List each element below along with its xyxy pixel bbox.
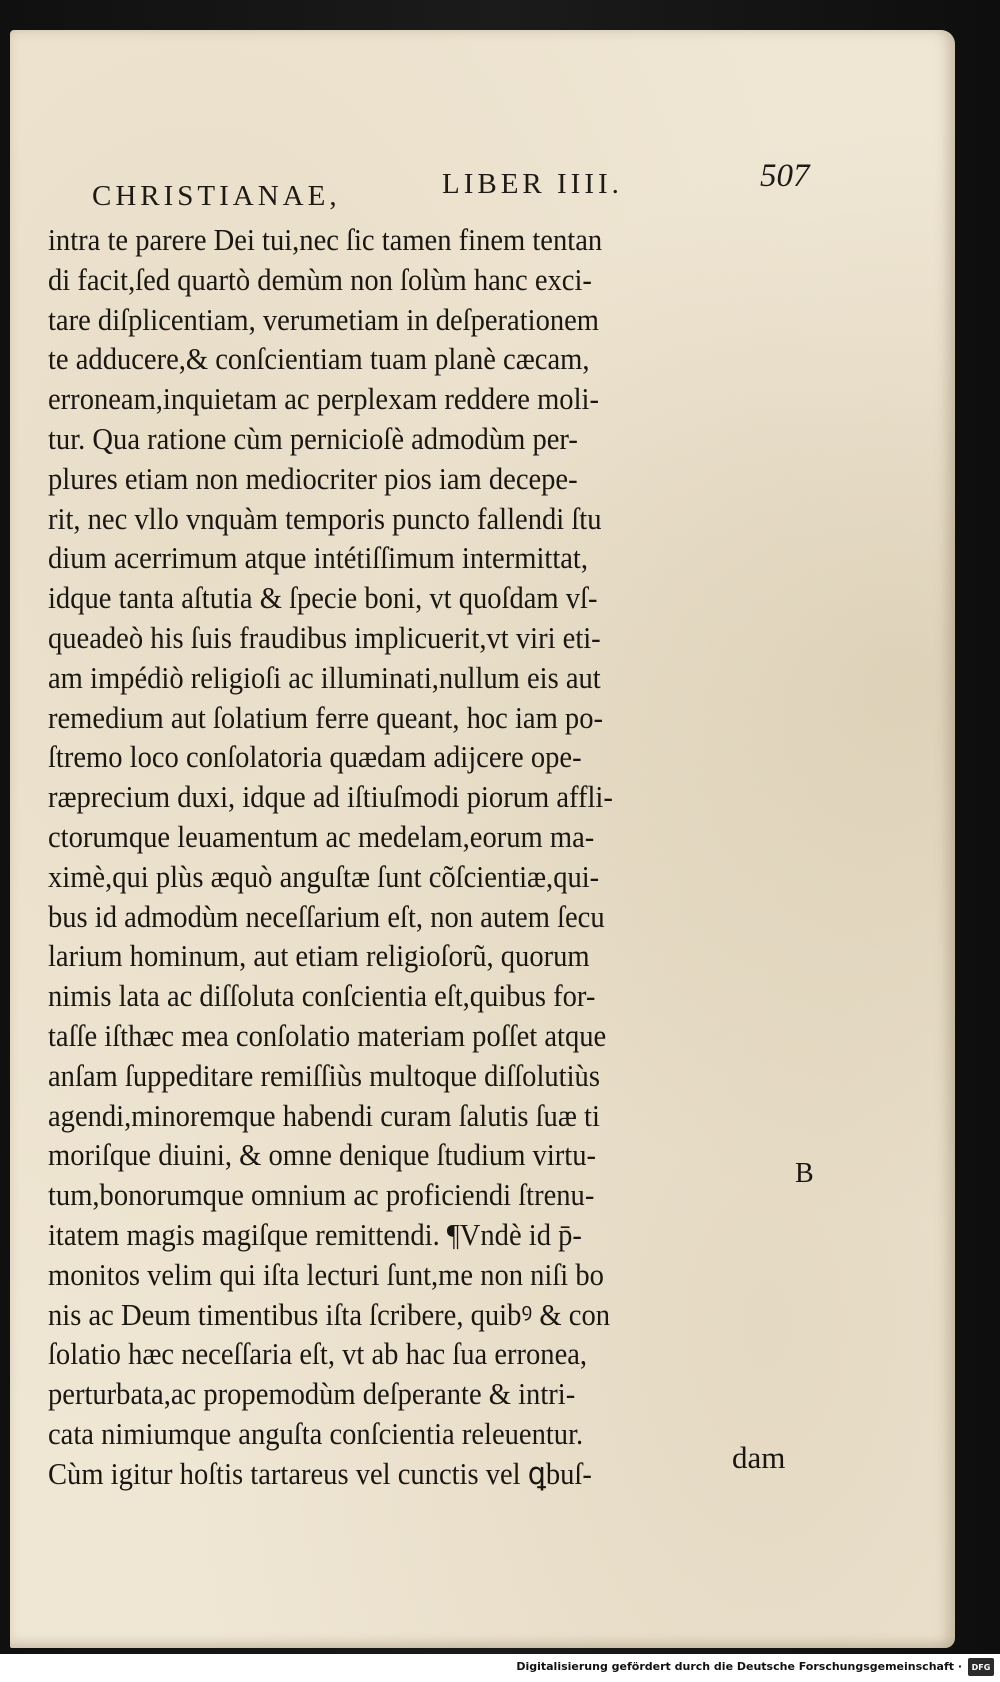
text-line: queadeò his ſuis fraudibus implicuerit,vt viri eti- xyxy=(48,619,601,655)
catchword: dam xyxy=(732,1440,786,1475)
text-line: Cùm igitur hoſtis tartareus vel cunctis vel ꝗbuſ- xyxy=(48,1455,592,1491)
text-line: anſam ſuppeditare remiſſiùs multoque diſſolutiùs xyxy=(48,1057,600,1093)
text-line: tur. Qua ratione cùm pernicioſè admodùm per- xyxy=(48,420,578,456)
text-line: taſſe iſthæc mea conſolatio materiam poſſet atque xyxy=(48,1017,607,1053)
text-line: te adducere,& conſcientiam tuam planè cæcam, xyxy=(48,341,590,377)
margin-signature-letter: B xyxy=(795,1158,814,1189)
text-line: bus id admodùm neceſſarium eſt, non autem ſecu xyxy=(48,898,605,934)
text-line: ximè,qui plùs æquò anguſtæ ſunt cõſcientiæ,qui- xyxy=(48,858,600,894)
running-title: CHRISTIANAE, xyxy=(92,180,341,212)
text-line: tare diſplicentiam, verumetiam in deſperationem xyxy=(48,301,600,337)
text-line: moriſque diuini, & omne denique ſtudium virtu- xyxy=(48,1137,596,1173)
dfg-logo-icon: DFG xyxy=(968,1658,994,1676)
text-line: nis ac Deum timentibus iſta ſcribere, quibꝰ & con xyxy=(48,1296,611,1332)
text-line: itatem magis magiſque remittendi. ¶Vndè id p̄- xyxy=(48,1216,582,1252)
body-text xyxy=(48,220,808,1494)
text-line: ſolatio hæc neceſſaria eſt, vt ab hac ſua erronea, xyxy=(48,1336,588,1372)
text-line: rit, nec vllo vnquàm temporis puncto fallendi ſtu xyxy=(48,500,602,536)
text-line: perturbata,ac propemodùm deſperante & intri- xyxy=(48,1376,576,1412)
text-line: ræprecium duxi, idque ad iſtiuſmodi piorum affli- xyxy=(48,779,613,815)
text-line: intra te parere Dei tui,nec ſic tamen finem tentan xyxy=(48,222,603,257)
text-line: ctorumque leuamentum ac medelam,eorum ma- xyxy=(48,818,595,854)
text-line: cata nimiumque anguſta conſcientia releuentur. xyxy=(48,1415,584,1451)
text-line: am impédiò religioſi ac illuminati,nullum eis aut xyxy=(48,659,601,695)
text-line: dium acerrimum atque intétiſſimum intermittat, xyxy=(48,540,588,576)
page-number: 507 xyxy=(760,158,810,194)
text-line: larium hominum, aut etiam religioſorũ, quorum xyxy=(48,938,590,974)
text-line: erroneam,inquietam ac perplexam reddere moli- xyxy=(48,381,599,417)
book-label: LIBER IIII. xyxy=(442,168,623,200)
text-line: nimis lata ac diſſoluta conſcientia eſt,quibus for- xyxy=(48,978,596,1014)
digitization-footer xyxy=(0,1654,1000,1682)
text-line: monitos velim qui iſta lecturi ſunt,me non niſi bo xyxy=(48,1256,604,1292)
text-line: idque tanta aſtutia & ſpecie boni, vt quoſdam vſ- xyxy=(48,580,598,616)
text-line: di facit,ſed quartò demùm non ſolùm hanc exci- xyxy=(48,261,592,297)
text-line: remedium aut ſolatium ferre queant, hoc iam po- xyxy=(48,699,603,735)
page-header xyxy=(92,158,812,218)
footer-credit: Digitalisierung gefördert durch die Deutsche Forschungsgemeinschaft · xyxy=(516,1660,962,1673)
text-line: agendi,minoremque habendi curam ſalutis ſuæ ti xyxy=(48,1097,600,1133)
text-line: plures etiam non mediocriter pios iam decepe- xyxy=(48,460,578,496)
book-page xyxy=(10,30,955,1648)
text-line: ſtremo loco conſolatoria quædam adijcere ope- xyxy=(48,739,582,775)
text-line: tum,bonorumque omnium ac proficiendi ſtrenu- xyxy=(48,1177,595,1213)
